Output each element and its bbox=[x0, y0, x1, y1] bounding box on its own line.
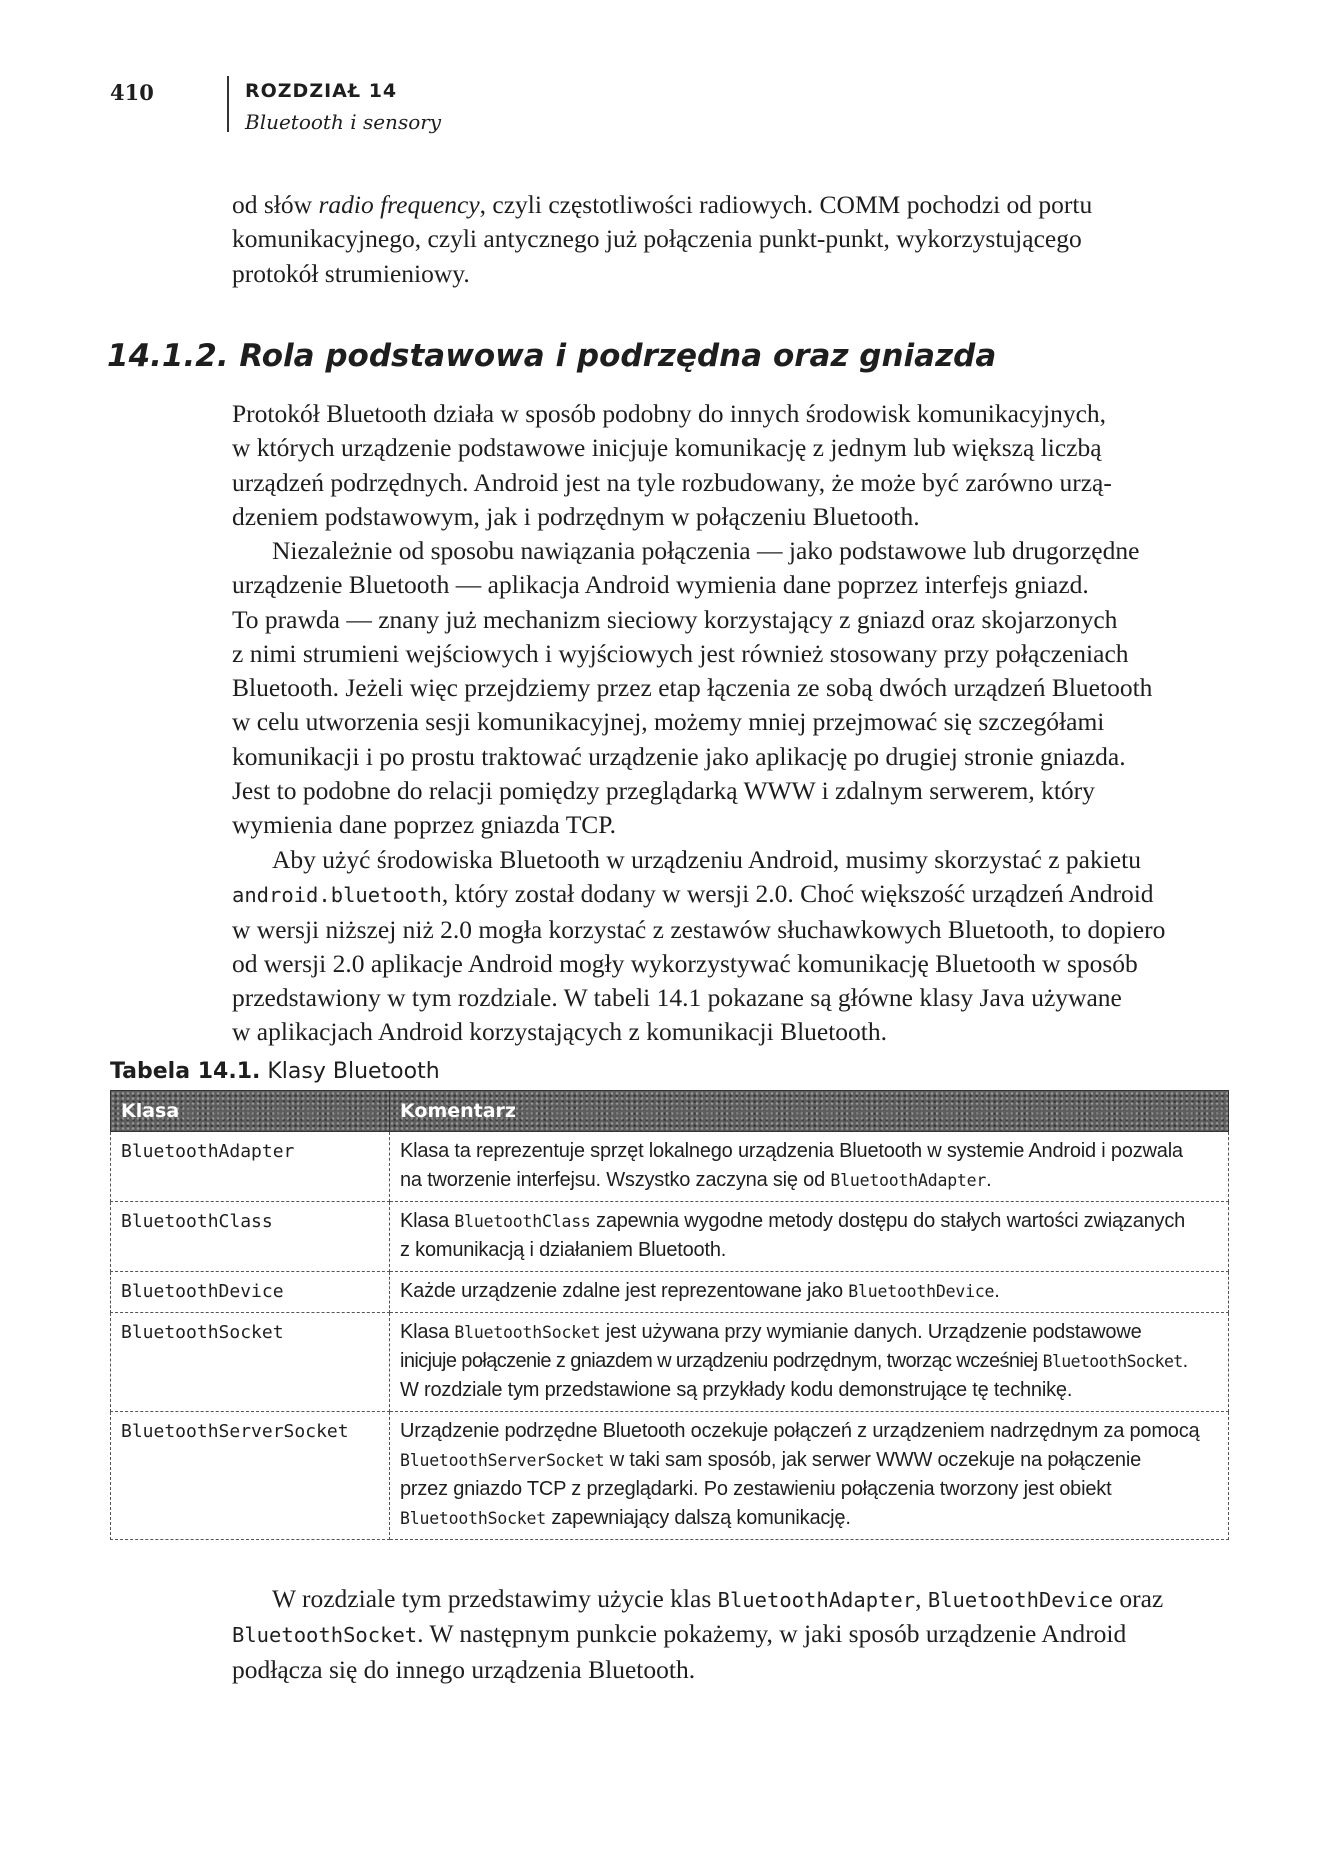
page-number: 410 bbox=[110, 80, 154, 105]
text-line: w wersji niższej niż 2.0 mogła korzystać z zestawów słuchawkowych Bluetooth, to dopiero bbox=[232, 914, 1166, 944]
text-line: Jest to podobne do relacji pomiędzy przeglądarką WWW i zdalnym serwerem, który bbox=[232, 776, 1095, 806]
text-line: wymienia dane poprzez gniazda TCP. bbox=[232, 810, 617, 840]
section-heading: 14.1.2. Rola podstawowa i podrzędna oraz gniazda bbox=[107, 338, 997, 374]
text-line: komunikacyjnego, czyli antycznego już połączenia punkt-punkt, wykorzystującego bbox=[232, 224, 1082, 254]
chapter-label: ROZDZIAŁ 14 bbox=[245, 80, 398, 102]
table-row bbox=[111, 1272, 1229, 1313]
table-row bbox=[111, 1412, 1229, 1540]
text-line: Bluetooth. Jeżeli więc przejdziemy przez etap łączenia ze sobą dwóch urządzeń Bluetooth bbox=[232, 673, 1153, 703]
text-line: protokół strumieniowy. bbox=[232, 258, 470, 288]
column-header-class: Klasa bbox=[111, 1091, 390, 1132]
text-line: przedstawiony w tym rozdziale. W tabeli 14.1 pokazane są główne klasy Java używane bbox=[232, 983, 1122, 1013]
table-row bbox=[111, 1132, 1229, 1202]
text-line: podłącza się do innego urządzenia Bluetooth. bbox=[232, 1654, 696, 1684]
class-name-cell: BluetoothClass bbox=[111, 1202, 390, 1272]
closing-paragraph bbox=[232, 1582, 1224, 1687]
table-row bbox=[111, 1313, 1229, 1412]
text-line: urządzeń podrzędnych. Android jest na tyle rozbudowany, że może być zarówno urzą- bbox=[232, 467, 1112, 497]
class-name-cell: BluetoothAdapter bbox=[111, 1132, 390, 1202]
column-header-comment: Komentarz bbox=[390, 1091, 1229, 1132]
text-line: komunikacji i po prostu traktować urządzenie jako aplikację po drugiej stronie gniazda. bbox=[232, 741, 1126, 771]
text-line: Protokół Bluetooth działa w sposób podobny do innych środowisk komunikacyjnych, bbox=[232, 399, 1107, 428]
text-line: w aplikacjach Android korzystających z komunikacji Bluetooth. bbox=[232, 1017, 888, 1047]
table-caption: Tabela 14.1. Klasy Bluetooth bbox=[110, 1059, 440, 1084]
text-line: urządzenie Bluetooth — aplikacja Android wymienia dane poprzez interfejs gniazd. bbox=[232, 570, 1089, 600]
class-name-cell: BluetoothSocket bbox=[111, 1313, 390, 1412]
comment-cell: Klasa BluetoothSocket jest używana przy wymianie danych. Urządzenie podstawowe inicjuje połączenie z gniazdem w urządzeniu podrzędnym, tworząc wcześniej BluetoothSocket. W rozdziale tym przedstawione są przykłady kodu demonstrujące tę technikę. bbox=[390, 1313, 1229, 1412]
text-line: w celu utworzenia sesji komunikacyjnej, możemy mniej przejmować się szczegółami bbox=[232, 707, 1105, 737]
text-line: od słów radio frequency, czyli częstotliwości radiowych. COMM pochodzi od portu bbox=[232, 190, 1093, 219]
text-line: z nimi strumieni wejściowych i wyjściowych jest również stosowany przy połączeniach bbox=[232, 638, 1129, 668]
header-divider bbox=[227, 76, 229, 132]
text-line: Aby użyć środowiska Bluetooth w urządzeniu Android, musimy skorzystać z pakietu bbox=[272, 845, 1141, 874]
chapter-title: Bluetooth i sensory bbox=[245, 110, 442, 134]
text-line: Niezależnie od sposobu nawiązania połączenia — jako podstawowe lub drugorzędne bbox=[272, 536, 1140, 565]
table-header-row bbox=[111, 1091, 1229, 1132]
intro-paragraph bbox=[232, 188, 1224, 291]
table-row bbox=[111, 1202, 1229, 1272]
class-name-cell: BluetoothServerSocket bbox=[111, 1412, 390, 1540]
comment-cell: Klasa ta reprezentuje sprzęt lokalnego urządzenia Bluetooth w systemie Android i pozwala na tworzenie interfejsu. Wszystko zaczyna się od BluetoothAdapter. bbox=[390, 1132, 1229, 1202]
bluetooth-classes-table bbox=[110, 1090, 1229, 1540]
text-line: BluetoothSocket. W następnym punkcie pokażemy, w jaki sposób urządzenie Android bbox=[232, 1619, 1127, 1649]
text-line: android.bluetooth, który został dodany w wersji 2.0. Choć większość urządzeń Android bbox=[232, 879, 1154, 909]
paragraph-2 bbox=[232, 534, 1224, 843]
comment-cell: Klasa BluetoothClass zapewnia wygodne metody dostępu do stałych wartości związanych z komunikacją i działaniem Bluetooth. bbox=[390, 1202, 1229, 1272]
code-package: android.bluetooth bbox=[232, 883, 442, 908]
text-line: od wersji 2.0 aplikacje Android mogły wykorzystywać komunikację Bluetooth w sposób bbox=[232, 948, 1138, 978]
comment-cell: Każde urządzenie zdalne jest reprezentowane jako BluetoothDevice. bbox=[390, 1272, 1229, 1313]
paragraph-3 bbox=[232, 843, 1224, 1050]
text-line: To prawda — znany już mechanizm sieciowy korzystający z gniazd oraz skojarzonych bbox=[232, 604, 1118, 634]
text-line: dzeniem podstawowym, jak i podrzędnym w połączeniu Bluetooth. bbox=[232, 501, 920, 531]
class-name-cell: BluetoothDevice bbox=[111, 1272, 390, 1313]
text-line: W rozdziale tym przedstawimy użycie klas BluetoothAdapter, BluetoothDevice oraz bbox=[272, 1584, 1164, 1613]
paragraph-1 bbox=[232, 397, 1224, 534]
comment-cell: Urządzenie podrzędne Bluetooth oczekuje połączeń z urządzeniem nadrzędnym za pomocą BluetoothServerSocket w taki sam sposób, jak serwer WWW oczekuje na połączenie przez gniazdo TCP z przeglądarki. Po zestawieniu połączenia tworzony jest obiekt BluetoothSocket zapewniający dalszą komunikację. bbox=[390, 1412, 1229, 1540]
text-line: w których urządzenie podstawowe inicjuje komunikację z jednym lub większą liczbą bbox=[232, 433, 1102, 463]
